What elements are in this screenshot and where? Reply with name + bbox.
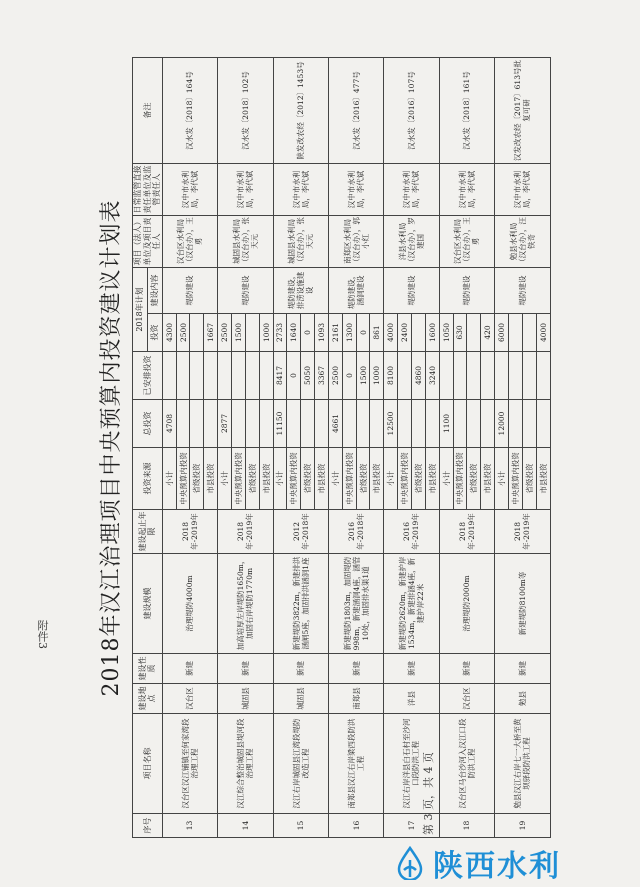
cell-source: 省级投资 xyxy=(245,448,259,510)
cell-invest xyxy=(190,314,204,352)
cell-total xyxy=(411,400,425,448)
table-row xyxy=(495,57,509,837)
table-row xyxy=(384,57,398,837)
cell-nature: 新建 xyxy=(384,654,439,684)
cell-invest: 1500 xyxy=(232,314,246,352)
table-row xyxy=(439,57,453,837)
col-plan2018: 2018年计划 xyxy=(133,267,148,351)
cell-remark: 陕发改农经〔2012〕1453号 xyxy=(273,57,328,163)
cell-total xyxy=(398,400,412,448)
col-owner: 项目（法人）单位及项目责任人 xyxy=(133,217,162,266)
cell-done xyxy=(495,352,509,400)
cell-invest: 2400 xyxy=(398,314,412,352)
cell-content: 堤防建设 xyxy=(439,267,494,313)
cell-scale: 加高培厚左岸堤防1650m，加固右岸堤防1770m xyxy=(218,554,273,654)
cell-source: 中央预算内投资 xyxy=(398,448,412,510)
cell-total: 12000 xyxy=(495,400,509,448)
cell-total xyxy=(425,400,439,448)
cell-source: 小计 xyxy=(218,448,232,510)
cell-invest: 861 xyxy=(370,314,384,352)
cell-total xyxy=(287,400,301,448)
cell-done: 0 xyxy=(287,352,301,400)
cell-invest: 1000 xyxy=(259,314,273,352)
cell-period: 2012年-2018年 xyxy=(273,510,328,554)
cell-done xyxy=(522,352,536,400)
cell-source: 中央预算内投资 xyxy=(453,448,467,510)
cell-done: 3367 xyxy=(315,352,329,400)
cell-done: 8417 xyxy=(273,352,287,400)
cell-total xyxy=(356,400,370,448)
table-row xyxy=(218,57,232,837)
cell-done: 4860 xyxy=(411,352,425,400)
cell-invest: 2500 xyxy=(218,314,232,352)
cell-name: 南郑县汉江右岸梁西段防洪工程 xyxy=(328,714,383,814)
cell-name: 汉江右岸城固县江湾段堤防改造工程 xyxy=(273,714,328,814)
cell-remark: 汉水发〔2016〕107号 xyxy=(384,57,439,163)
cell-place: 汉台区 xyxy=(439,684,494,714)
cell-remark: 汉发改农经〔2017〕613号批复可研 xyxy=(495,57,551,163)
cell-seq: 14 xyxy=(218,814,273,838)
cell-remark: 汉水发〔2018〕102号 xyxy=(218,57,273,163)
cell-source: 省级投资 xyxy=(301,448,315,510)
col-invest: 投资 xyxy=(147,314,162,352)
cell-source: 省级投资 xyxy=(522,448,536,510)
cell-supervisor: 汉中市水利局，李代斌 xyxy=(162,163,217,215)
cell-total xyxy=(176,400,190,448)
cell-invest: 0 xyxy=(356,314,370,352)
cell-total xyxy=(190,400,204,448)
cell-invest: 0 xyxy=(301,314,315,352)
cell-place: 城固县 xyxy=(218,684,273,714)
cell-remark: 汉水发〔2018〕164号 xyxy=(162,57,217,163)
cell-supervisor: 汉中市水利局，李代斌 xyxy=(495,163,551,215)
cell-total: 4708 xyxy=(162,400,176,448)
cell-owner: 城固县水利局（汉台办），张天元 xyxy=(273,215,328,267)
page-title: 2018年汉江治理项目中央预算内投资建议计划表 xyxy=(99,199,124,697)
cell-done xyxy=(508,352,522,400)
cell-period: 2018年-2019年 xyxy=(439,510,494,554)
cell-total xyxy=(232,400,246,448)
cell-period: 2018年-2019年 xyxy=(218,510,273,554)
cell-done xyxy=(467,352,481,400)
cell-source: 省级投资 xyxy=(467,448,481,510)
cell-invest: 2161 xyxy=(328,314,342,352)
cell-done xyxy=(439,352,453,400)
cell-name: 汉台区汉江铺镇至何家湾段治理工程 xyxy=(162,714,217,814)
cell-place: 汉台区 xyxy=(162,684,217,714)
cell-source: 中央预算内投资 xyxy=(508,448,522,510)
cell-total xyxy=(245,400,259,448)
cell-done xyxy=(259,352,273,400)
cell-period: 2016年-2018年 xyxy=(328,510,383,554)
cell-done xyxy=(481,352,495,400)
cell-owner: 汉台区水利局（汉台办），王勇 xyxy=(162,215,217,267)
cell-total: 4661 xyxy=(328,400,342,448)
cell-invest: 6000 xyxy=(495,314,509,352)
cell-owner: 勉县水利局（汉台办），汪铁奇 xyxy=(495,215,551,267)
cell-seq: 13 xyxy=(162,814,217,838)
cell-supervisor: 汉中市水利局，李代斌 xyxy=(328,163,383,215)
cell-done xyxy=(190,352,204,400)
cell-scale: 新建堤防8100m等 xyxy=(495,554,551,654)
cell-source: 市县投资 xyxy=(536,448,550,510)
table-row xyxy=(162,57,176,837)
cell-done xyxy=(398,352,412,400)
cell-total xyxy=(467,400,481,448)
cell-invest: 4300 xyxy=(162,314,176,352)
cell-invest xyxy=(411,314,425,352)
cell-nature: 新建 xyxy=(439,654,494,684)
table-body xyxy=(162,57,550,837)
cell-done xyxy=(245,352,259,400)
cell-total xyxy=(315,400,329,448)
cell-owner: 南郑区水利局（汉台办），郭小红 xyxy=(328,215,383,267)
cell-seq: 15 xyxy=(273,814,328,838)
table-row xyxy=(273,57,287,837)
cell-source: 小计 xyxy=(328,448,342,510)
cell-place: 洋县 xyxy=(384,684,439,714)
cell-total xyxy=(342,400,356,448)
cell-source: 市县投资 xyxy=(425,448,439,510)
header-row xyxy=(133,57,148,837)
cell-invest xyxy=(245,314,259,352)
cell-source: 中央预算内投资 xyxy=(232,448,246,510)
cell-done: 1000 xyxy=(370,352,384,400)
cell-name: 汉江右岸洋县白石村至沙河口段防洪工程 xyxy=(384,714,439,814)
cell-source: 中央预算内投资 xyxy=(287,448,301,510)
cell-source: 中央预算内投资 xyxy=(342,448,356,510)
plan-table xyxy=(132,57,551,838)
cell-source: 市县投资 xyxy=(481,448,495,510)
cell-invest: 2733 xyxy=(273,314,287,352)
cell-invest: 1050 xyxy=(439,314,453,352)
cell-name: 汉江综合整治城固县堤河段治理工程 xyxy=(218,714,273,814)
col-content: 建设内容 xyxy=(147,267,162,313)
cell-source: 市县投资 xyxy=(259,448,273,510)
cell-source: 市县投资 xyxy=(204,448,218,510)
cell-scale: 新建堤防2620m，新建护岸1534m，新建排涵4座，新建护岸22米 xyxy=(384,554,439,654)
cell-total xyxy=(301,400,315,448)
cell-supervisor: 汉中市水利局，李代斌 xyxy=(439,163,494,215)
cell-total xyxy=(370,400,384,448)
cell-content: 堤防建设 xyxy=(218,267,273,313)
cell-total xyxy=(259,400,273,448)
cell-invest: 1600 xyxy=(425,314,439,352)
cell-invest: 4000 xyxy=(384,314,398,352)
cell-content: 堤防建设 xyxy=(384,267,439,313)
cell-source: 小计 xyxy=(273,448,287,510)
cell-source: 省级投资 xyxy=(356,448,370,510)
cell-source: 省级投资 xyxy=(190,448,204,510)
cell-scale: 新建堤防1803m，加固堤防998m，新建涵洞4座，涵管10处，加固排水渠1道 xyxy=(328,554,383,654)
cell-seq: 17 xyxy=(384,814,439,838)
cell-nature: 新建 xyxy=(218,654,273,684)
cell-source: 中央预算内投资 xyxy=(176,448,190,510)
cell-owner: 洋县水利局（汉台办），罗建国 xyxy=(384,215,439,267)
cell-scale: 治理堤防4000m xyxy=(162,554,217,654)
cell-total xyxy=(481,400,495,448)
cell-invest xyxy=(508,314,522,352)
col-scale: 建设规模 xyxy=(133,554,163,654)
cell-nature: 新建 xyxy=(495,654,551,684)
cell-name: 勉县汉江右岸七一大桥至黄坝驿段防洪工程 xyxy=(495,714,551,814)
cell-content: 堤防建设，涵洞建设 xyxy=(328,267,383,313)
watermark xyxy=(395,845,635,884)
cell-source: 小计 xyxy=(439,448,453,510)
cell-remark: 汉水发〔2016〕477号 xyxy=(328,57,383,163)
cell-content: 堤防建设 xyxy=(162,267,217,313)
cell-invest: 1093 xyxy=(315,314,329,352)
cell-done xyxy=(204,352,218,400)
table-row xyxy=(328,57,342,837)
cell-place: 勉县 xyxy=(495,684,551,714)
col-source: 投资来源 xyxy=(133,448,163,510)
cell-invest: 630 xyxy=(453,314,467,352)
cell-supervisor: 汉中市水利局，李代斌 xyxy=(384,163,439,215)
cell-total xyxy=(536,400,550,448)
cell-seq: 16 xyxy=(328,814,383,838)
cell-done xyxy=(218,352,232,400)
cell-total: 11150 xyxy=(273,400,287,448)
page-footer: 第 3 页，共 4 页 xyxy=(422,752,435,835)
cell-period: 2018年-2019年 xyxy=(162,510,217,554)
col-place: 建设地点 xyxy=(133,684,163,714)
cell-source: 小计 xyxy=(162,448,176,510)
cell-source: 市县投资 xyxy=(370,448,384,510)
col-name: 项目名称 xyxy=(133,714,163,814)
cell-total xyxy=(508,400,522,448)
cell-supervisor: 汉中市水利局，李代斌 xyxy=(273,163,328,215)
col-remark: 备注 xyxy=(133,57,163,163)
cell-owner: 汉台区水利局（汉台办），王勇 xyxy=(439,215,494,267)
cell-total: 12500 xyxy=(384,400,398,448)
cell-period: 2016年-2019年 xyxy=(384,510,439,554)
cell-done xyxy=(232,352,246,400)
cell-done: 5050 xyxy=(301,352,315,400)
cell-seq: 19 xyxy=(495,814,551,838)
cell-done xyxy=(176,352,190,400)
cell-total xyxy=(453,400,467,448)
cell-done: 3240 xyxy=(425,352,439,400)
cell-invest: 1640 xyxy=(287,314,301,352)
cell-total xyxy=(204,400,218,448)
cell-supervisor: 汉中市水利局，李代斌 xyxy=(218,163,273,215)
cell-period: 2018年-2019年 xyxy=(495,510,551,554)
cell-scale: 新建堤防3822m，新建排洪涵闸5座，加固排洪涵洞1座 xyxy=(273,554,328,654)
cell-total: 1100 xyxy=(439,400,453,448)
cell-done xyxy=(162,352,176,400)
cell-place: 城固县 xyxy=(273,684,328,714)
cell-total xyxy=(522,400,536,448)
water-drop-logo-icon xyxy=(395,846,425,880)
cell-content: 堤防建设，排涝设施建设 xyxy=(273,267,328,313)
cell-remark: 汉水发〔2018〕161号 xyxy=(439,57,494,163)
cell-invest: 420 xyxy=(481,314,495,352)
col-total: 总投资 xyxy=(133,400,163,448)
cell-nature: 新建 xyxy=(273,654,328,684)
col-seq: 序号 xyxy=(133,814,163,838)
cell-done xyxy=(453,352,467,400)
col-done: 已安排投资 xyxy=(133,352,163,400)
col-nature: 建设性质 xyxy=(133,654,163,684)
cell-nature: 新建 xyxy=(328,654,383,684)
cell-done: 1500 xyxy=(356,352,370,400)
cell-done: 2500 xyxy=(328,352,342,400)
cell-seq: 18 xyxy=(439,814,494,838)
col-supervisor: 日常监管直接责任单位及监管责任人 xyxy=(133,165,162,214)
cell-done xyxy=(536,352,550,400)
cell-source: 小计 xyxy=(495,448,509,510)
watermark-text: 陕西水利 xyxy=(433,849,561,884)
attachment-label: 附件3 xyxy=(36,620,49,649)
cell-place: 南郑县 xyxy=(328,684,383,714)
cell-done: 0 xyxy=(342,352,356,400)
cell-invest: 4000 xyxy=(536,314,550,352)
cell-owner: 城固县水利局（汉台办），张天元 xyxy=(218,215,273,267)
cell-content: 堤防建设 xyxy=(495,267,551,313)
cell-source: 小计 xyxy=(384,448,398,510)
col-period: 建设起止年限 xyxy=(133,510,163,554)
cell-total: 2877 xyxy=(218,400,232,448)
rotated-sheet xyxy=(92,58,562,838)
cell-invest xyxy=(522,314,536,352)
cell-invest: 2500 xyxy=(176,314,190,352)
cell-scale: 治理堤防2000m xyxy=(439,554,494,654)
cell-done: 8100 xyxy=(384,352,398,400)
cell-source: 市县投资 xyxy=(315,448,329,510)
cell-nature: 新建 xyxy=(162,654,217,684)
cell-name: 汉台区马台沙河入汉江口段防洪工程 xyxy=(439,714,494,814)
cell-source: 省级投资 xyxy=(411,448,425,510)
cell-invest xyxy=(467,314,481,352)
cell-invest: 1667 xyxy=(204,314,218,352)
cell-invest: 1300 xyxy=(342,314,356,352)
